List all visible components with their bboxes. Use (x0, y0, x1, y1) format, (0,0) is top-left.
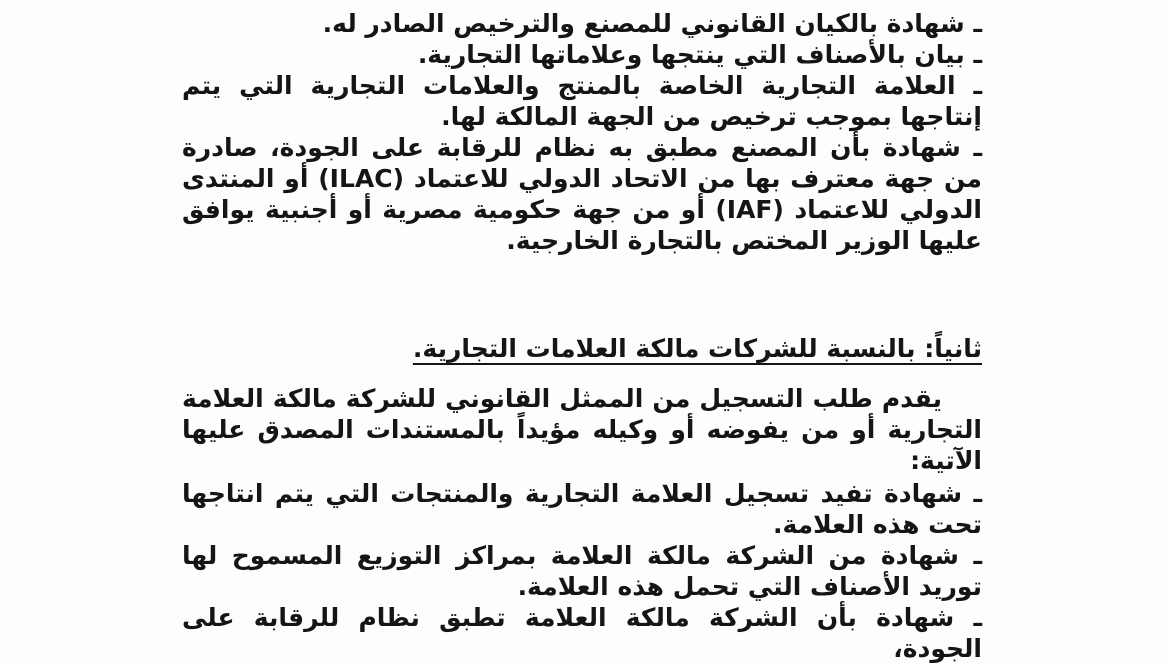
section-b-intro (182, 383, 982, 476)
list-item: ـ شهادة بأن المصنع مطبق به نظام للرقابة على الجودة، صادرة من جهة معترف بها من الاتحاد الدولي للاعتماد (ILAC) أو المنتدى الدولي للاعتماد (IAF) أو من جهة حكومية مصرية أو أجنبية يوافق عليها الوزير المختص بالتجارة الخارجية. (182, 133, 982, 255)
list-item: ـ شهادة بالكيان القانوني للمصنع والترخيص الصادر له. (322, 9, 982, 38)
section-b-heading-text: ثانياً: بالنسبة للشركات مالكة العلامات التجارية. (412, 334, 982, 363)
list-item: ـ شهادة بأن الشركة مالكة العلامة تطبق نظام للرقابة على الجودة، (182, 603, 982, 663)
section-b-list (182, 478, 982, 663)
list-item: ـ العلامة التجارية الخاصة بالمنتج والعلامات التجارية التي يتم إنتاجها بموجب ترخيص من الجهة المالكة لها. (182, 71, 982, 131)
intro-paragraph: يقدم طلب التسجيل من الممثل القانوني للشركة مالكة العلامة التجارية أو من يفوضه أو وكيله مؤيداً بالمستندات المصدق عليها الآتية: (182, 384, 982, 475)
section-b-heading (182, 333, 982, 364)
list-item: ـ شهادة من الشركة مالكة العلامة بمراكز التوزيع المسموح لها توريد الأصناف التي تحمل هذه العلامة. (182, 541, 982, 601)
list-item: ـ شهادة تفيد تسجيل العلامة التجارية والمنتجات التي يتم انتاجها تحت هذه العلامة. (182, 479, 982, 539)
section-a-list (182, 8, 982, 256)
list-item: ـ بيان بالأصناف التي ينتجها وعلاماتها التجارية. (417, 40, 982, 69)
